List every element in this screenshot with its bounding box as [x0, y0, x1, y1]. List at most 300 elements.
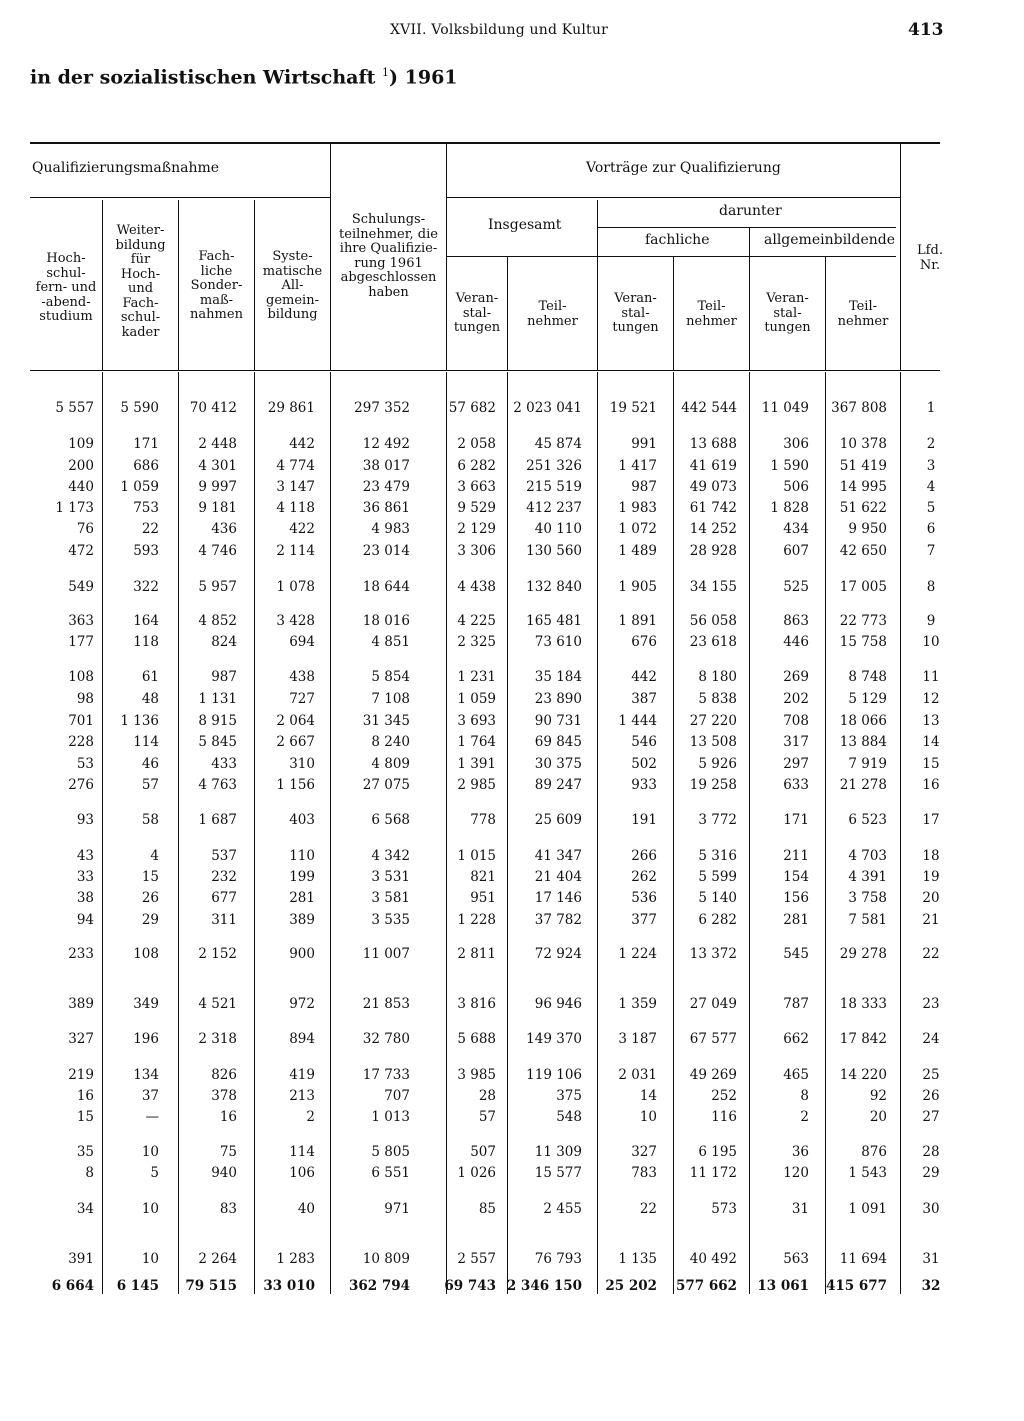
table-cell: 824 [211, 634, 237, 650]
table-cell: 821 [470, 869, 496, 885]
header-line: bildung [115, 237, 166, 253]
table-cell: 367 808 [831, 400, 887, 416]
table-cell: 525 [783, 579, 809, 595]
table-cell: 200 [68, 458, 94, 474]
row-number: 30 [922, 1201, 940, 1217]
table-cell: 15 [76, 1109, 94, 1125]
row-number: 16 [922, 777, 940, 793]
table-cell: 633 [783, 777, 809, 793]
table-cell: 35 184 [534, 669, 582, 685]
table-cell: 13 884 [839, 734, 887, 750]
header-line: haben [368, 284, 409, 300]
table-cell: 987 [211, 669, 237, 685]
header-line: Fach- [198, 249, 235, 264]
header-line: Teil- [697, 299, 726, 314]
table-cell: 8 [800, 1088, 809, 1104]
table-cell: 1 543 [848, 1165, 887, 1181]
table-cell: 33 [76, 869, 94, 885]
table-cell: 75 [219, 1144, 237, 1160]
table-cell: 5 854 [371, 669, 410, 685]
table-cell: 327 [68, 1031, 94, 1047]
table-cell: 2 064 [276, 713, 315, 729]
table-cell: 306 [783, 436, 809, 452]
table-cell: 7 581 [848, 912, 887, 928]
table-cell: 6 282 [698, 912, 737, 928]
table-cell: 156 [783, 890, 809, 906]
table-cell: 22 [141, 521, 159, 537]
table-cell: 4 763 [198, 777, 237, 793]
table-cell: 48 [141, 691, 159, 707]
table-cell: 41 619 [689, 458, 737, 474]
table-cell: 8 748 [848, 669, 887, 685]
header-line: studium [39, 309, 93, 324]
table-cell: 297 352 [354, 400, 410, 416]
table-cell: 9 997 [198, 479, 237, 495]
header-line: nahmen [190, 307, 243, 322]
table-cell: 5 129 [848, 691, 887, 707]
table-cell: 15 758 [839, 634, 887, 650]
table-cell: 349 [133, 996, 159, 1012]
table-cell: 5 599 [698, 869, 737, 885]
table-cell: 438 [289, 669, 315, 685]
table-cell: 2 985 [457, 777, 496, 793]
header-line: abgeschlossen [340, 270, 437, 285]
table-cell: 1 891 [618, 613, 657, 629]
table-cell: 232 [211, 869, 237, 885]
table-cell: 23 014 [362, 543, 410, 559]
row-number: 32 [921, 1278, 941, 1294]
table-cell: 1 026 [457, 1165, 496, 1181]
table-cell: 3 187 [618, 1031, 657, 1047]
table-cell: 56 058 [689, 613, 737, 629]
table-cell: 375 [556, 1088, 582, 1104]
table-cell: 51 622 [839, 500, 887, 516]
table-cell: 30 375 [534, 756, 582, 772]
table-cell: 5 845 [198, 734, 237, 750]
table-cell: 61 [141, 669, 159, 685]
header-line: ihre Qualifizie- [339, 241, 438, 256]
table-cell: 442 [631, 669, 657, 685]
row-number: 26 [922, 1088, 940, 1104]
table-cell: 12 492 [362, 436, 410, 452]
table-cell: 1 013 [371, 1109, 410, 1125]
table-cell: 1 828 [770, 500, 809, 516]
table-cell: 33 010 [263, 1278, 315, 1294]
table-cell: 502 [631, 756, 657, 772]
table-cell: 130 560 [526, 543, 582, 559]
table-cell: 4 809 [371, 756, 410, 772]
table-cell: 177 [68, 634, 94, 650]
table-cell: 701 [68, 713, 94, 729]
table-cell: 31 [791, 1201, 809, 1217]
table-cell: 10 [141, 1251, 159, 1267]
table-cell: 317 [783, 734, 809, 750]
table-cell: 2 557 [457, 1251, 496, 1267]
table-cell: 34 [76, 1201, 94, 1217]
header-line: nehmer [837, 313, 889, 329]
header-line: Veran- [766, 291, 809, 306]
row-number: 14 [922, 734, 940, 750]
table-cell: 11 694 [839, 1251, 887, 1267]
table-cell: 4 851 [371, 634, 410, 650]
table-cell: 9 529 [457, 500, 496, 516]
table-cell: 1 072 [618, 521, 657, 537]
table-cell: 14 995 [839, 479, 887, 495]
header-line: Teil- [848, 299, 878, 314]
header-line: schul- [120, 310, 161, 325]
table-cell: 4 301 [198, 458, 237, 474]
table-cell: 1 983 [618, 500, 657, 516]
table-cell: 2 264 [198, 1251, 237, 1267]
table-cell: 1 173 [55, 500, 94, 516]
table-cell: 114 [289, 1144, 315, 1160]
row-number: 29 [922, 1165, 940, 1181]
table-cell: 116 [711, 1109, 737, 1125]
table-cell: 1 687 [198, 812, 237, 828]
table-cell: 2 455 [543, 1201, 582, 1217]
table-cell: — [145, 1109, 159, 1125]
table-cell: 13 508 [689, 734, 737, 750]
table-cell: 119 106 [526, 1067, 582, 1083]
header-line: Hoch- [120, 266, 161, 282]
table-cell: 251 326 [526, 458, 582, 474]
group-header-qualifizierung: Qualifizierungsmaßnahme [32, 160, 220, 176]
table-cell: 281 [783, 912, 809, 928]
table-cell: 753 [133, 500, 159, 516]
table-cell: 1 131 [198, 691, 237, 707]
header-line: rung 1961 [354, 255, 423, 271]
table-cell: 92 [869, 1088, 887, 1104]
subgroup-darunter: darunter [719, 203, 782, 219]
table-cell: 29 861 [267, 400, 315, 416]
table-cell: 34 155 [689, 579, 737, 595]
table-cell: 389 [68, 996, 94, 1012]
table-cell: 6 664 [51, 1278, 94, 1294]
table-cell: 17 146 [534, 890, 582, 906]
table-cell: 21 404 [534, 869, 582, 885]
table-cell: 573 [711, 1201, 737, 1217]
table-cell: 9 181 [198, 500, 237, 516]
section-title: XVII. Volksbildung und Kultur [390, 22, 608, 38]
table-cell: 3 531 [371, 869, 410, 885]
table-cell: 2 152 [198, 946, 237, 962]
table-cell: 57 [478, 1109, 496, 1125]
table-cell: 389 [289, 912, 315, 928]
row-number: 19 [922, 869, 940, 885]
table-cell: 23 618 [689, 634, 737, 650]
table-cell: 4 391 [848, 869, 887, 885]
table-cell: 26 [141, 890, 159, 906]
table-cell: 8 240 [371, 734, 410, 750]
table-cell: 3 693 [457, 713, 496, 729]
header-line: Nr. [919, 257, 941, 273]
table-cell: 6 145 [116, 1278, 159, 1294]
header-line: tungen [764, 320, 811, 335]
table-cell: 536 [631, 890, 657, 906]
table-cell: 310 [289, 756, 315, 772]
row-number: 13 [922, 713, 940, 729]
table-cell: 972 [289, 996, 315, 1012]
header-line: nehmer [527, 313, 578, 329]
table-cell: 1 231 [457, 669, 496, 685]
table-cell: 108 [68, 669, 94, 685]
table-cell: 40 110 [534, 521, 582, 537]
table-cell: 266 [631, 848, 657, 864]
table-cell: 1 135 [618, 1251, 657, 1267]
table-cell: 199 [289, 869, 315, 885]
table-cell: 171 [133, 436, 159, 452]
table-cell: 787 [783, 996, 809, 1012]
table-cell: 2 129 [457, 521, 496, 537]
table-cell: 577 662 [675, 1278, 737, 1294]
table-cell: 1 391 [457, 756, 496, 772]
table-cell: 10 809 [362, 1251, 410, 1267]
table-cell: 391 [68, 1251, 94, 1267]
row-number: 11 [922, 669, 940, 685]
table-cell: 1 156 [276, 777, 315, 793]
header-line: liche [200, 263, 233, 279]
table-cell: 686 [133, 458, 159, 474]
table-cell: 951 [470, 890, 496, 906]
table-cell: 96 946 [534, 996, 582, 1012]
table-cell: 3 306 [457, 543, 496, 559]
header-line: fern- und [35, 280, 97, 295]
table-cell: 13 061 [757, 1278, 809, 1294]
row-number: 17 [922, 812, 940, 828]
table-cell: 228 [68, 734, 94, 750]
subtitle-footnote: 1 [382, 66, 390, 79]
header-line: schul- [46, 265, 86, 281]
row-number: 25 [922, 1067, 940, 1083]
table-cell: 607 [783, 543, 809, 559]
table-cell: 164 [133, 613, 159, 629]
table-cell: 27 220 [689, 713, 737, 729]
table-cell: 213 [289, 1088, 315, 1104]
table-cell: 19 521 [609, 400, 657, 416]
table-cell: 415 677 [825, 1278, 887, 1294]
table-cell: 18 333 [839, 996, 887, 1012]
table-cell: 21 853 [362, 996, 410, 1012]
table-cell: 21 278 [839, 777, 887, 793]
table-cell: 894 [289, 1031, 315, 1047]
table-cell: 15 [141, 869, 159, 885]
table-cell: 276 [68, 777, 94, 793]
table-cell: 507 [470, 1144, 496, 1160]
table-cell: 7 919 [848, 756, 887, 772]
table-cell: 215 519 [526, 479, 582, 495]
table-cell: 196 [133, 1031, 159, 1047]
header-line: gemein- [266, 292, 319, 308]
table-cell: 4 521 [198, 996, 237, 1012]
table-cell: 377 [631, 912, 657, 928]
table-cell: 28 [478, 1088, 496, 1104]
table-cell: 1 489 [618, 543, 657, 559]
table-cell: 442 544 [681, 400, 737, 416]
table-cell: 36 [791, 1144, 809, 1160]
table-cell: 826 [211, 1067, 237, 1083]
row-number: 22 [922, 946, 940, 962]
table-cell: 35 [76, 1144, 94, 1160]
table-cell: 49 269 [689, 1067, 737, 1083]
table-cell: 53 [76, 756, 94, 772]
table-cell: 2 448 [198, 436, 237, 452]
table-cell: 18 016 [362, 613, 410, 629]
table-cell: 132 840 [526, 579, 582, 595]
table-cell: 17 005 [839, 579, 887, 595]
table-cell: 13 372 [689, 946, 737, 962]
table-cell: 446 [783, 634, 809, 650]
table-cell: 2 [306, 1109, 315, 1125]
table-cell: 1 015 [457, 848, 496, 864]
header-line: matische [262, 263, 323, 279]
table-cell: 2 318 [198, 1031, 237, 1047]
table-cell: 4 438 [457, 579, 496, 595]
header-line: kader [121, 324, 160, 340]
table-cell: 16 [76, 1088, 94, 1104]
group-header-vortraege: Vorträge zur Qualifizierung [586, 160, 781, 176]
table-cell: 3 772 [698, 812, 737, 828]
table-cell: 32 780 [362, 1031, 410, 1047]
table-cell: 202 [783, 691, 809, 707]
table-cell: 40 [297, 1201, 315, 1217]
table-cell: 14 252 [689, 521, 737, 537]
table-cell: 70 412 [189, 400, 237, 416]
table-cell: 149 370 [526, 1031, 582, 1047]
row-number: 7 [926, 543, 936, 559]
header-line: Weiter- [116, 223, 165, 238]
table-cell: 311 [211, 912, 237, 928]
row-number: 5 [926, 500, 936, 516]
table-cell: 219 [68, 1067, 94, 1083]
table-cell: 72 924 [534, 946, 582, 962]
table-cell: 1 059 [120, 479, 159, 495]
header-line: Veran- [614, 291, 657, 306]
table-cell: 154 [783, 869, 809, 885]
header-line: Lfd. [917, 243, 943, 258]
table-cell: 676 [631, 634, 657, 650]
table-cell: 933 [631, 777, 657, 793]
header-line: Schulungs- [351, 212, 426, 227]
table-cell: 36 861 [362, 500, 410, 516]
table-cell: 90 731 [534, 713, 582, 729]
table-cell: 16 [219, 1109, 237, 1125]
table-cell: 5 590 [120, 400, 159, 416]
table-cell: 262 [631, 869, 657, 885]
table-cell: 28 928 [689, 543, 737, 559]
table-cell: 971 [384, 1201, 410, 1217]
table-cell: 5 688 [457, 1031, 496, 1047]
table-cell: 548 [556, 1109, 582, 1125]
table-cell: 783 [631, 1165, 657, 1181]
header-line: maß- [199, 292, 234, 308]
table-cell: 27 075 [362, 777, 410, 793]
table-cell: 14 220 [839, 1067, 887, 1083]
row-number: 31 [922, 1251, 940, 1267]
row-number: 4 [926, 479, 936, 495]
table-cell: 22 773 [839, 613, 887, 629]
table-cell: 17 733 [362, 1067, 410, 1083]
table-cell: 120 [783, 1165, 809, 1181]
table-cell: 46 [141, 756, 159, 772]
table-cell: 434 [783, 521, 809, 537]
table-cell: 1 764 [457, 734, 496, 750]
table-cell: 9 950 [848, 521, 887, 537]
table-cell: 15 577 [534, 1165, 582, 1181]
table-cell: 11 309 [534, 1144, 582, 1160]
table-cell: 22 [639, 1201, 657, 1217]
table-cell: 1 078 [276, 579, 315, 595]
table-cell: 2 031 [618, 1067, 657, 1083]
header-line: Sonder- [190, 278, 243, 293]
row-number: 28 [922, 1144, 940, 1160]
table-cell: 662 [783, 1031, 809, 1047]
table-cell: 6 568 [371, 812, 410, 828]
table-cell: 546 [631, 734, 657, 750]
table-cell: 118 [133, 634, 159, 650]
table-cell: 23 479 [362, 479, 410, 495]
table-cell: 403 [289, 812, 315, 828]
table-cell: 29 278 [839, 946, 887, 962]
table-cell: 694 [289, 634, 315, 650]
table-cell: 269 [783, 669, 809, 685]
table-cell: 4 342 [371, 848, 410, 864]
row-number: 6 [926, 521, 936, 537]
table-cell: 2 [800, 1109, 809, 1125]
table-cell: 593 [133, 543, 159, 559]
header-line: stal- [462, 305, 492, 321]
table-cell: 41 347 [534, 848, 582, 864]
row-number: 12 [922, 691, 940, 707]
row-number: 3 [926, 458, 936, 474]
table-cell: 252 [711, 1088, 737, 1104]
header-line: stal- [621, 305, 650, 321]
table-cell: 2 023 041 [513, 400, 582, 416]
table-cell: 37 [141, 1088, 159, 1104]
table-cell: 4 983 [371, 521, 410, 537]
table-cell: 10 378 [839, 436, 887, 452]
table-cell: 3 535 [371, 912, 410, 928]
table-cell: 110 [289, 848, 315, 864]
table-cell: 549 [68, 579, 94, 595]
table-cell: 991 [631, 436, 657, 452]
table-cell: 1 091 [848, 1201, 887, 1217]
table-cell: 863 [783, 613, 809, 629]
table-cell: 106 [289, 1165, 315, 1181]
row-number: 1 [926, 400, 936, 416]
header-line: tungen [612, 320, 659, 335]
table-cell: 5 926 [698, 756, 737, 772]
table-cell: 327 [631, 1144, 657, 1160]
table-cell: 171 [783, 812, 809, 828]
table-cell: 6 282 [457, 458, 496, 474]
table-cell: 297 [783, 756, 809, 772]
table-cell: 38 017 [362, 458, 410, 474]
table-cell: 13 688 [689, 436, 737, 452]
table-cell: 1 444 [618, 713, 657, 729]
table-cell: 677 [211, 890, 237, 906]
table-cell: 69 845 [534, 734, 582, 750]
table-cell: 778 [470, 812, 496, 828]
row-number: 8 [926, 579, 936, 595]
table-cell: 506 [783, 479, 809, 495]
header-line: tungen [453, 320, 501, 335]
table-cell: 23 890 [534, 691, 582, 707]
table-cell: 5 [150, 1165, 159, 1181]
table-cell: 20 [869, 1109, 887, 1125]
page-number: 413 [908, 20, 944, 40]
header-line: Veran- [455, 291, 499, 306]
table-cell: 4 746 [198, 543, 237, 559]
